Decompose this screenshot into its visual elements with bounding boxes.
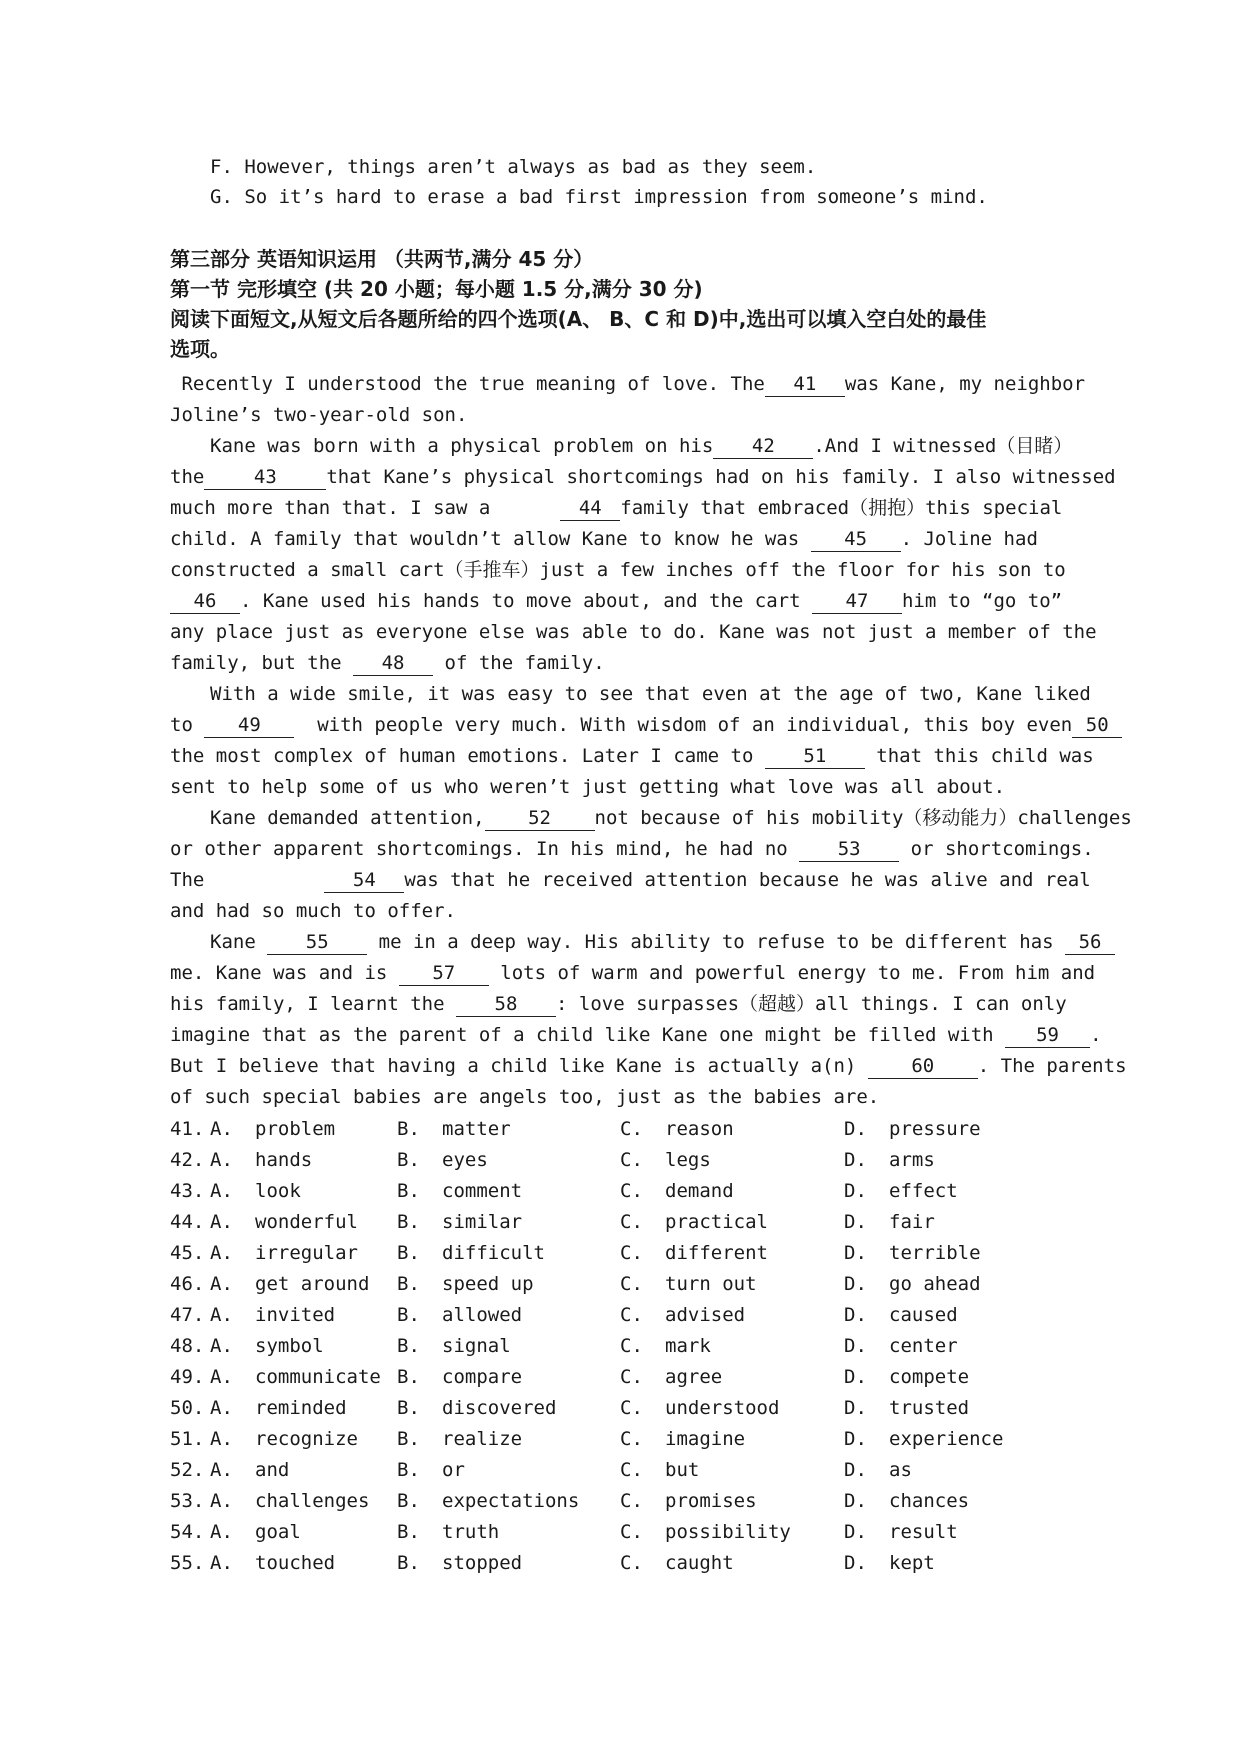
option-text: caught — [665, 1552, 734, 1574]
option-text: result — [889, 1521, 958, 1543]
option-text: as — [889, 1459, 912, 1481]
passage-line: of such special babies are angels too, just as the babies are. — [170, 1086, 880, 1108]
option-f: F. However, things aren’t always as bad as they seem. — [210, 156, 817, 178]
option-text: similar — [442, 1211, 523, 1233]
option-letter: D. — [844, 1242, 867, 1264]
question-number: 51. — [170, 1428, 205, 1450]
option-letter: B. — [397, 1304, 420, 1326]
blank-52: 52 — [485, 806, 595, 831]
passage-line: any place just as everyone else was able to do. Kane was not just a member of the — [170, 621, 1097, 643]
option-letter: C. — [620, 1366, 643, 1388]
question-number: 46. — [170, 1273, 205, 1295]
option-text: touched — [255, 1552, 336, 1574]
option-text: expectations — [442, 1490, 580, 1512]
option-letter: C. — [620, 1242, 643, 1264]
option-text: matter — [442, 1118, 511, 1140]
passage-line: Recently I understood the true meaning of love. The 41 was Kane, my neighbor — [170, 373, 1086, 395]
option-letter: D. — [844, 1118, 867, 1140]
option-letter: A. — [210, 1490, 233, 1512]
option-letter: C. — [620, 1459, 643, 1481]
option-letter: A. — [210, 1180, 233, 1202]
question-number: 55. — [170, 1552, 205, 1574]
option-text: signal — [442, 1335, 511, 1357]
option-text: but — [665, 1459, 700, 1481]
passage-line: the most complex of human emotions. Later I came to 51 that this child was — [170, 745, 1094, 767]
passage-line: 46 . Kane used his hands to move about, and the cart 47 him to “go to” — [170, 586, 1062, 617]
option-text: caused — [889, 1304, 958, 1326]
blank-53: 53 — [799, 837, 899, 862]
option-text: go ahead — [889, 1273, 981, 1295]
option-text: irregular — [255, 1242, 358, 1264]
option-text: experience — [889, 1428, 1004, 1450]
blank-42: 42 — [713, 434, 813, 459]
blank-41: 41 — [765, 372, 845, 397]
passage-line: family, but the 48 of the family. — [170, 652, 605, 674]
option-text: or — [442, 1459, 465, 1481]
option-letter: C. — [620, 1490, 643, 1512]
option-text: reason — [665, 1118, 734, 1140]
option-letter: D. — [844, 1335, 867, 1357]
option-text: turn out — [665, 1273, 757, 1295]
option-letter: C. — [620, 1180, 643, 1202]
option-letter: C. — [620, 1335, 643, 1357]
part-title: 第三部分 英语知识运用 （共两节,满分 45 分） — [170, 247, 594, 271]
blank-47: 47 — [812, 589, 902, 614]
option-letter: B. — [397, 1428, 420, 1450]
option-letter: B. — [397, 1242, 420, 1264]
option-text: arms — [889, 1149, 935, 1171]
option-letter: B. — [397, 1366, 420, 1388]
question-number: 47. — [170, 1304, 205, 1326]
option-text: effect — [889, 1180, 958, 1202]
option-letter: A. — [210, 1118, 233, 1140]
option-text: look — [255, 1180, 301, 1202]
blank-50: 50 — [1072, 713, 1122, 738]
option-letter: D. — [844, 1521, 867, 1543]
question-number: 48. — [170, 1335, 205, 1357]
passage-line: and had so much to offer. — [170, 900, 456, 922]
question-number: 44. — [170, 1211, 205, 1233]
option-text: compare — [442, 1366, 523, 1388]
passage-line: or other apparent shortcomings. In his mind, he had no 53 or shortcomings. — [170, 838, 1094, 860]
option-letter: C. — [620, 1428, 643, 1450]
option-letter: B. — [397, 1490, 420, 1512]
option-letter: A. — [210, 1242, 233, 1264]
option-letter: C. — [620, 1211, 643, 1233]
option-text: recognize — [255, 1428, 358, 1450]
option-text: discovered — [442, 1397, 557, 1419]
blank-48: 48 — [353, 651, 433, 676]
option-text: pressure — [889, 1118, 981, 1140]
passage-line: constructed a small cart（手推车）just a few inches off the floor for his son to — [170, 559, 1066, 581]
passage-line: imagine that as the parent of a child like Kane one might be filled with 59 . — [170, 1024, 1102, 1046]
option-letter: D. — [844, 1304, 867, 1326]
question-number: 45. — [170, 1242, 205, 1264]
blank-45: 45 — [811, 527, 901, 552]
option-text: different — [665, 1242, 768, 1264]
option-text: invited — [255, 1304, 336, 1326]
option-text: chances — [889, 1490, 970, 1512]
option-letter: D. — [844, 1211, 867, 1233]
option-text: kept — [889, 1552, 935, 1574]
option-text: possibility — [665, 1521, 791, 1543]
passage-line: The 54 was that he received attention because he was alive and real — [170, 869, 1091, 891]
option-letter: B. — [397, 1552, 420, 1574]
option-text: mark — [665, 1335, 711, 1357]
option-letter: D. — [844, 1366, 867, 1388]
option-letter: A. — [210, 1149, 233, 1171]
option-letter: B. — [397, 1211, 420, 1233]
option-text: communicate — [255, 1366, 381, 1388]
option-letter: A. — [210, 1521, 233, 1543]
option-text: and — [255, 1459, 290, 1481]
option-letter: C. — [620, 1118, 643, 1140]
option-letter: C. — [620, 1521, 643, 1543]
option-letter: D. — [844, 1149, 867, 1171]
option-text: challenges — [255, 1490, 370, 1512]
option-text: problem — [255, 1118, 336, 1140]
option-letter: D. — [844, 1180, 867, 1202]
option-text: truth — [442, 1521, 500, 1543]
passage-line: With a wide smile, it was easy to see that even at the age of two, Kane liked — [210, 683, 1091, 705]
option-letter: C. — [620, 1397, 643, 1419]
blank-57: 57 — [399, 961, 489, 986]
question-number: 50. — [170, 1397, 205, 1419]
option-text: compete — [889, 1366, 970, 1388]
question-number: 52. — [170, 1459, 205, 1481]
passage-line: Kane 55 me in a deep way. His ability to refuse to be different has 56 — [210, 927, 1115, 958]
option-text: symbol — [255, 1335, 324, 1357]
question-number: 42. — [170, 1149, 205, 1171]
option-letter: D. — [844, 1428, 867, 1450]
option-text: hands — [255, 1149, 313, 1171]
option-text: reminded — [255, 1397, 347, 1419]
option-letter: B. — [397, 1459, 420, 1481]
option-letter: C. — [620, 1149, 643, 1171]
option-letter: D. — [844, 1273, 867, 1295]
passage-line: Kane was born with a physical problem on his 42 .And I witnessed（目睹） — [210, 435, 1073, 457]
passage-line: Joline’s two-year-old son. — [170, 404, 468, 426]
passage-line: sent to help some of us who weren’t just getting what love was all about. — [170, 776, 1006, 798]
blank-51: 51 — [765, 744, 865, 769]
passage-line: But I believe that having a child like Kane is actually a(n) 60 . The parents — [170, 1055, 1127, 1077]
option-letter: B. — [397, 1397, 420, 1419]
passage-line: child. A family that wouldn’t allow Kane to know he was 45 . Joline had — [170, 528, 1038, 550]
option-text: advised — [665, 1304, 746, 1326]
option-text: wonderful — [255, 1211, 358, 1233]
option-letter: C. — [620, 1304, 643, 1326]
passage-line: to 49 with people very much. With wisdom of an individual, this boy even 50 — [170, 710, 1122, 741]
option-letter: D. — [844, 1490, 867, 1512]
passage-line: the 43 that Kane’s physical shortcomings had on his family. I also witnessed — [170, 466, 1116, 488]
option-letter: A. — [210, 1335, 233, 1357]
option-text: demand — [665, 1180, 734, 1202]
option-letter: B. — [397, 1180, 420, 1202]
option-letter: B. — [397, 1521, 420, 1543]
blank-59: 59 — [1005, 1023, 1090, 1048]
option-letter: A. — [210, 1397, 233, 1419]
option-text: promises — [665, 1490, 757, 1512]
option-letter: A. — [210, 1459, 233, 1481]
option-letter: D. — [844, 1459, 867, 1481]
question-number: 54. — [170, 1521, 205, 1543]
option-text: terrible — [889, 1242, 981, 1264]
passage-line: me. Kane was and is 57 lots of warm and powerful energy to me. From him and — [170, 962, 1096, 984]
passage-line: much more than that. I saw a 44 family that embraced（拥抱）this special — [170, 497, 1063, 519]
option-letter: A. — [210, 1428, 233, 1450]
option-text: goal — [255, 1521, 301, 1543]
option-text: comment — [442, 1180, 523, 1202]
option-text: center — [889, 1335, 958, 1357]
option-letter: D. — [844, 1397, 867, 1419]
question-number: 43. — [170, 1180, 205, 1202]
option-letter: C. — [620, 1273, 643, 1295]
subsection-title: 第一节 完形填空 (共 20 小题；每小题 1.5 分,满分 30 分) — [170, 277, 703, 301]
option-text: get around — [255, 1273, 370, 1295]
blank-55: 55 — [267, 930, 367, 955]
option-letter: B. — [397, 1118, 420, 1140]
option-letter: B. — [397, 1273, 420, 1295]
passage-line: his family, I learnt the 58 : love surpasses（超越）all things. I can only — [170, 993, 1067, 1015]
option-g: G. So it’s hard to erase a bad first impression from someone’s mind. — [210, 186, 988, 208]
option-letter: A. — [210, 1304, 233, 1326]
blank-46: 46 — [170, 589, 240, 614]
option-text: imagine — [665, 1428, 746, 1450]
option-text: legs — [665, 1149, 711, 1171]
blank-43: 43 — [204, 465, 326, 490]
option-text: difficult — [442, 1242, 545, 1264]
question-number: 49. — [170, 1366, 205, 1388]
passage-line: Kane demanded attention, 52 not because of his mobility（移动能力）challenges — [210, 807, 1132, 829]
question-number: 53. — [170, 1490, 205, 1512]
option-letter: D. — [844, 1552, 867, 1574]
blank-58: 58 — [456, 992, 556, 1017]
option-text: stopped — [442, 1552, 523, 1574]
option-letter: A. — [210, 1211, 233, 1233]
blank-44: 44 — [560, 496, 620, 521]
option-letter: B. — [397, 1149, 420, 1171]
option-text: eyes — [442, 1149, 488, 1171]
question-number: 41. — [170, 1118, 205, 1140]
instruction-line-2: 选项。 — [170, 337, 230, 361]
option-text: practical — [665, 1211, 768, 1233]
option-text: fair — [889, 1211, 935, 1233]
option-text: speed up — [442, 1273, 534, 1295]
option-text: trusted — [889, 1397, 970, 1419]
option-letter: B. — [397, 1335, 420, 1357]
option-text: realize — [442, 1428, 523, 1450]
option-text: allowed — [442, 1304, 523, 1326]
blank-54: 54 — [324, 868, 404, 893]
blank-60: 60 — [868, 1054, 978, 1079]
option-text: understood — [665, 1397, 780, 1419]
option-text: agree — [665, 1366, 723, 1388]
option-letter: A. — [210, 1273, 233, 1295]
blank-56: 56 — [1065, 930, 1115, 955]
option-letter: A. — [210, 1366, 233, 1388]
instruction-line-1: 阅读下面短文,从短文后各题所给的四个选项(A、 B、C 和 D)中,选出可以填入空白处的最佳 — [170, 307, 987, 331]
blank-49: 49 — [204, 713, 294, 738]
option-letter: C. — [620, 1552, 643, 1574]
option-letter: A. — [210, 1552, 233, 1574]
